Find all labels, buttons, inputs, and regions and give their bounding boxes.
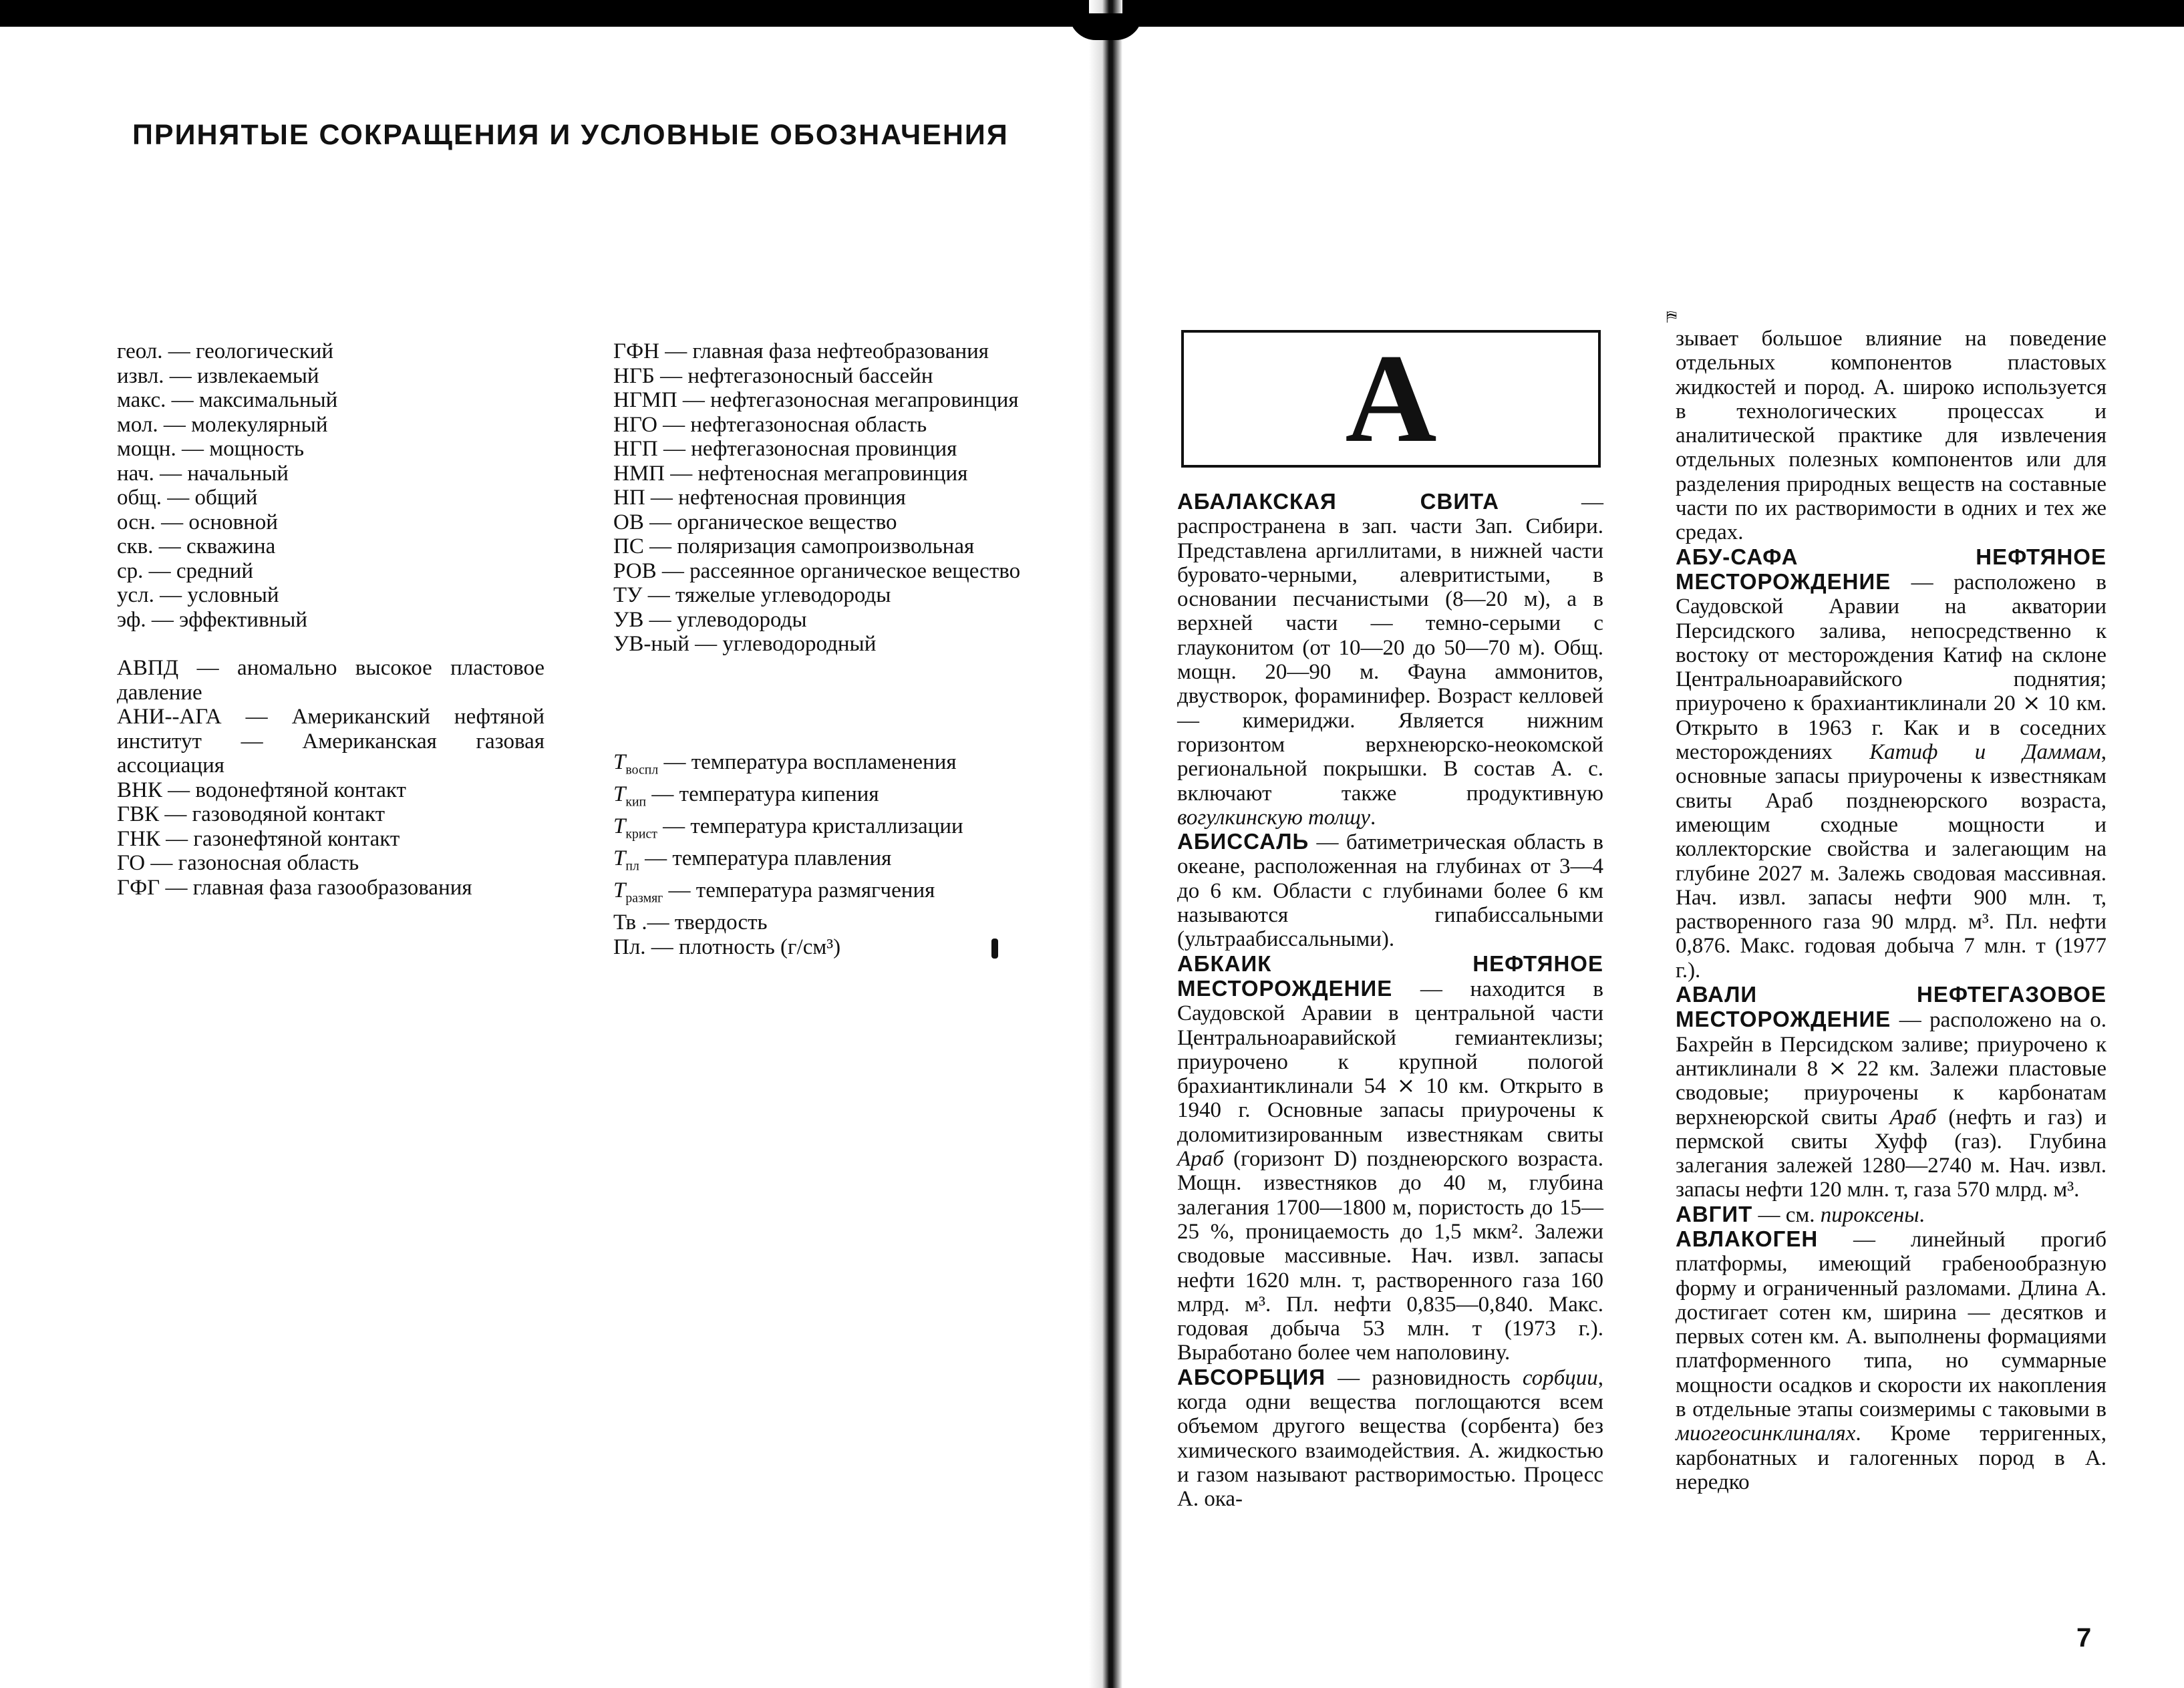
acronym-row: НГО — нефтегазоносная область (613, 412, 927, 437)
abbreviation-row: ср. — средний (117, 558, 254, 583)
symbol-row: $T_{пл}$ — температура плавления (613, 846, 892, 874)
acronym-row: НГМП — нефтегазоносная мегапровинция (613, 388, 1019, 412)
acronym-row: ГФГ — главная фаза газообразования (117, 875, 472, 900)
cross-reference: миогеосинклиналях (1676, 1421, 1856, 1446)
symbol-row: Пл. — плотность (г/см³) (613, 935, 841, 959)
acronym-row: ОВ — органическое вещество (613, 510, 897, 534)
cross-reference: пироксены (1820, 1202, 1919, 1227)
entry-headword: АБКАИК НЕФТЯНОЕ МЕСТОРОЖДЕНИЕ (1177, 951, 1603, 1001)
page-title: ПРИНЯТЫЕ СОКРАЩЕНИЯ И УСЛОВНЫЕ ОБОЗНАЧЕНИЯ (132, 119, 1009, 151)
dictionary-entry: АБУ-САФА НЕФТЯНОЕ МЕСТОРОЖДЕНИЕ — расположено в Саудовской Аравии на акватории Персидского залива, непосредственно к востоку от месторождения Катиф на склоне Центральноаравийского поднятия; приурочено к брахиантиклинали 20 ⨯ 10 км. Открыто в 1963 г. Как и в соседних месторождениях Катиф и Даммам, основные запасы приурочены к известнякам свиты Араб позднеюрского возраста, имеющим сходные мощности и коллекторские свойства и залегающим на глубине 2027 м. Залежь сводовая массивная. Нач. извл. запасы нефти 900 млн. т, растворенного газа 90 млрд. м³. Пл. нефти 0,876. Макс. годовая добыча 7 млн. т (1977 г.). (1676, 544, 2107, 983)
acronym-row: ГНК — газонефтяной контакт (117, 826, 400, 851)
section-letter: А (1345, 329, 1437, 469)
acronym-row: ГФН — главная фаза нефтеобразования (613, 339, 989, 363)
acronym-row: ВНК — водонефтяной контакт (117, 778, 406, 802)
abbreviation-row: извл. — извлекаемый (117, 363, 319, 388)
dictionary-column-2 (1676, 327, 2107, 1494)
abbreviation-row: геол. — геологический (117, 339, 334, 363)
symbol-row: $T_{размяг}$ — температура размягчения (613, 878, 935, 906)
acronym-row: НП — нефтеносная провинция (613, 486, 906, 510)
acronym-row: НГБ — нефтегазоносный бассейн (613, 363, 933, 388)
abbreviation-row: макс. — максимальный (117, 388, 338, 412)
book-spine (1089, 0, 1122, 1688)
dictionary-entry: АБКАИК НЕФТЯНОЕ МЕСТОРОЖДЕНИЕ — находится в Саудовской Аравии в центральной части Центральноаравийской гемиантеклизы; приурочено к крупной пологой брахиантиклинали 54 ⨯ 10 км. Открыто в 1940 г. Основные запасы приурочены к доломитизированным известнякам свиты Араб (горизонт D) позднеюрского возраста. Мощн. известняков до 40 м, глубина залегания 1700—1800 м, пористость до 15—25 %, проницаемость до 1,5 мкм². Залежи сводовые массивные. Нач. извл. запасы нефти 1620 млн. т, растворенного газа 160 млрд. м³. Пл. нефти 0,835—0,840. Макс. годовая добыча 53 млн. т (1973 г.). Выработано более чем наполовину. (1177, 951, 1603, 1365)
cross-reference: вогулкинскую толщу (1177, 805, 1370, 830)
entry-headword: АВЛАКОГЕН (1676, 1226, 1819, 1251)
acronym-row: АНИ--АГА — Американский нефтяной институт — Американская газовая ассоциация (117, 705, 544, 778)
entry-headword: АВГИТ (1676, 1201, 1753, 1226)
acronym-row: ГО — газоносная область (117, 851, 359, 875)
abbreviation-row: общ. — общий (117, 486, 258, 510)
entry-headword: АБАЛАКСКАЯ СВИТА (1177, 489, 1499, 514)
acronym-row: РОВ — рассеянное органическое вещество (613, 558, 1021, 583)
dictionary-entry: зывает большое влияние на поведение отдельных компонентов пластовых жидкостей и пород. А. широко используется в технологических процессах и аналитической практике для извлечения отдельных полезных компонентов или для разделения природных веществ на составные части по их растворимости в одних и тех же средах. (1676, 327, 2107, 545)
symbol-row: $T_{кип}$ — температура кипения (613, 782, 879, 810)
acronyms-list-2 (613, 339, 1041, 657)
abbreviations-column-2 (613, 339, 1041, 657)
acronyms-list-1 (117, 656, 544, 900)
acronym-row: УВ-ный — углеводородный (613, 632, 877, 656)
acronym-row: НМП — нефтеносная мегапровинция (613, 461, 968, 486)
entry-headword: АБИССАЛЬ (1177, 829, 1309, 854)
cross-reference: Араб (1177, 1147, 1224, 1172)
symbols-list (613, 750, 1041, 959)
acronym-row: ГВК — газоводяной контакт (117, 802, 385, 826)
entry-headword: АВАЛИ НЕФТЕГАЗОВОЕ МЕСТОРОЖДЕНИЕ (1676, 982, 2107, 1032)
spine-shadow (1069, 13, 1142, 40)
acronym-row: ТУ — тяжелые углеводороды (613, 583, 891, 607)
entry-headword: АБСОРБЦИЯ (1177, 1364, 1326, 1389)
dictionary-entry: АБАЛАКСКАЯ СВИТА — распространена в зап. части Зап. Сибири. Представлена аргиллитами, в нижней части буровато-черными, алевритистыми, в основании песчанистыми (8—20 м), а в верхней части — темно-серыми с глауконитом (от 10—20 до 50—70 м). Общ. мощн. 20—90 м. Фауна аммонитов, двустворок, фораминифер. Возраст келловей — кимериджи. Является нижним горизонтом верхнеюрско-неокомской региональной покрышки. В состав А. с. включают также продуктивную вогулкинскую толщу. (1177, 489, 1603, 830)
acronym-row: НГП — нефтегазоносная провинция (613, 437, 957, 461)
entry-headword: АБУ-САФА НЕФТЯНОЕ МЕСТОРОЖДЕНИЕ (1676, 544, 2107, 594)
abbreviation-row: скв. — скважина (117, 534, 276, 558)
dictionary-entry: АВЛАКОГЕН — линейный прогиб платформы, имеющий грабенообразную форму и ограниченный разломами. Длина А. достигает сотен км, ширина — десятков и первых сотен км. А. выполнены формациями платформенного типа, но суммарные мощности осадков и скорости их накопления в отдельные этапы соизмеримы с таковыми в миогеосинклиналях. Кроме терригенных, карбонатных и галогенных пород в А. нередко (1676, 1226, 2107, 1494)
abbreviation-row: мощн. — мощность (117, 437, 305, 461)
dictionary-entry: АВАЛИ НЕФТЕГАЗОВОЕ МЕСТОРОЖДЕНИЕ — расположено на о. Бахрейн в Персидском заливе; приурочено к антиклинали 8 ⨯ 22 км. Залежи пластовые сводовые; приурочены к карбонатам верхнеюрской свиты Араб (нефть и газ) и пермской свиты Хуфф (газ). Глубина залегания залежей 1280—2740 м. Нач. извл. запасы нефти 120 млн. т, газа 570 млрд. м³. (1676, 982, 2107, 1202)
dictionary-entry: АБСОРБЦИЯ — разновидность сорбции, когда одни вещества поглощаются всем объемом другого вещества (сорбента) без химического взаимодействия. А. жидкостью и газом называют растворимостью. Процесс А. ока- (1177, 1364, 1603, 1512)
cross-reference: Катиф и Даммам (1869, 740, 2101, 765)
cross-reference: Араб (1889, 1105, 1937, 1130)
symbol-row: $T_{воспл}$ — температура воспламенения (613, 750, 957, 778)
symbol-row: Тв .— твердость (613, 910, 768, 935)
cross-reference: сорбции (1522, 1365, 1598, 1390)
corner-mark-icon: ⛿ (1666, 309, 1677, 325)
abbreviation-row: усл. — условный (117, 583, 279, 607)
dictionary-entry: АБИССАЛЬ — батиметрическая область в океане, расположенная на глубинах от 3—4 до 6 км. Области с глубинами более 6 км называются гипабиссальными (ультраабиссальными). (1177, 829, 1603, 952)
acronym-row: УВ — углеводороды (613, 607, 807, 632)
page-number: 7 (2076, 1623, 2092, 1653)
acronym-row: ПС — поляризация самопроизвольная (613, 534, 975, 558)
abbreviation-row: нач. — начальный (117, 461, 289, 486)
acronym-row: АВПД — аномально высокое пластовое давление (117, 656, 544, 705)
symbol-row: $T_{крист}$ — температура кристаллизации (613, 814, 963, 842)
short-abbreviations-list (117, 339, 544, 632)
abbreviation-row: мол. — молекулярный (117, 412, 328, 437)
dictionary-column-1 (1177, 490, 1603, 1511)
scan-blot (991, 939, 998, 959)
dictionary-entry: АВГИТ — см. пироксены. (1676, 1201, 1925, 1227)
abbreviations-column-1 (117, 339, 544, 900)
abbreviation-row: осн. — основной (117, 510, 278, 534)
section-letter-box (1181, 330, 1601, 468)
abbreviation-row: эф. — эффективный (117, 607, 308, 632)
